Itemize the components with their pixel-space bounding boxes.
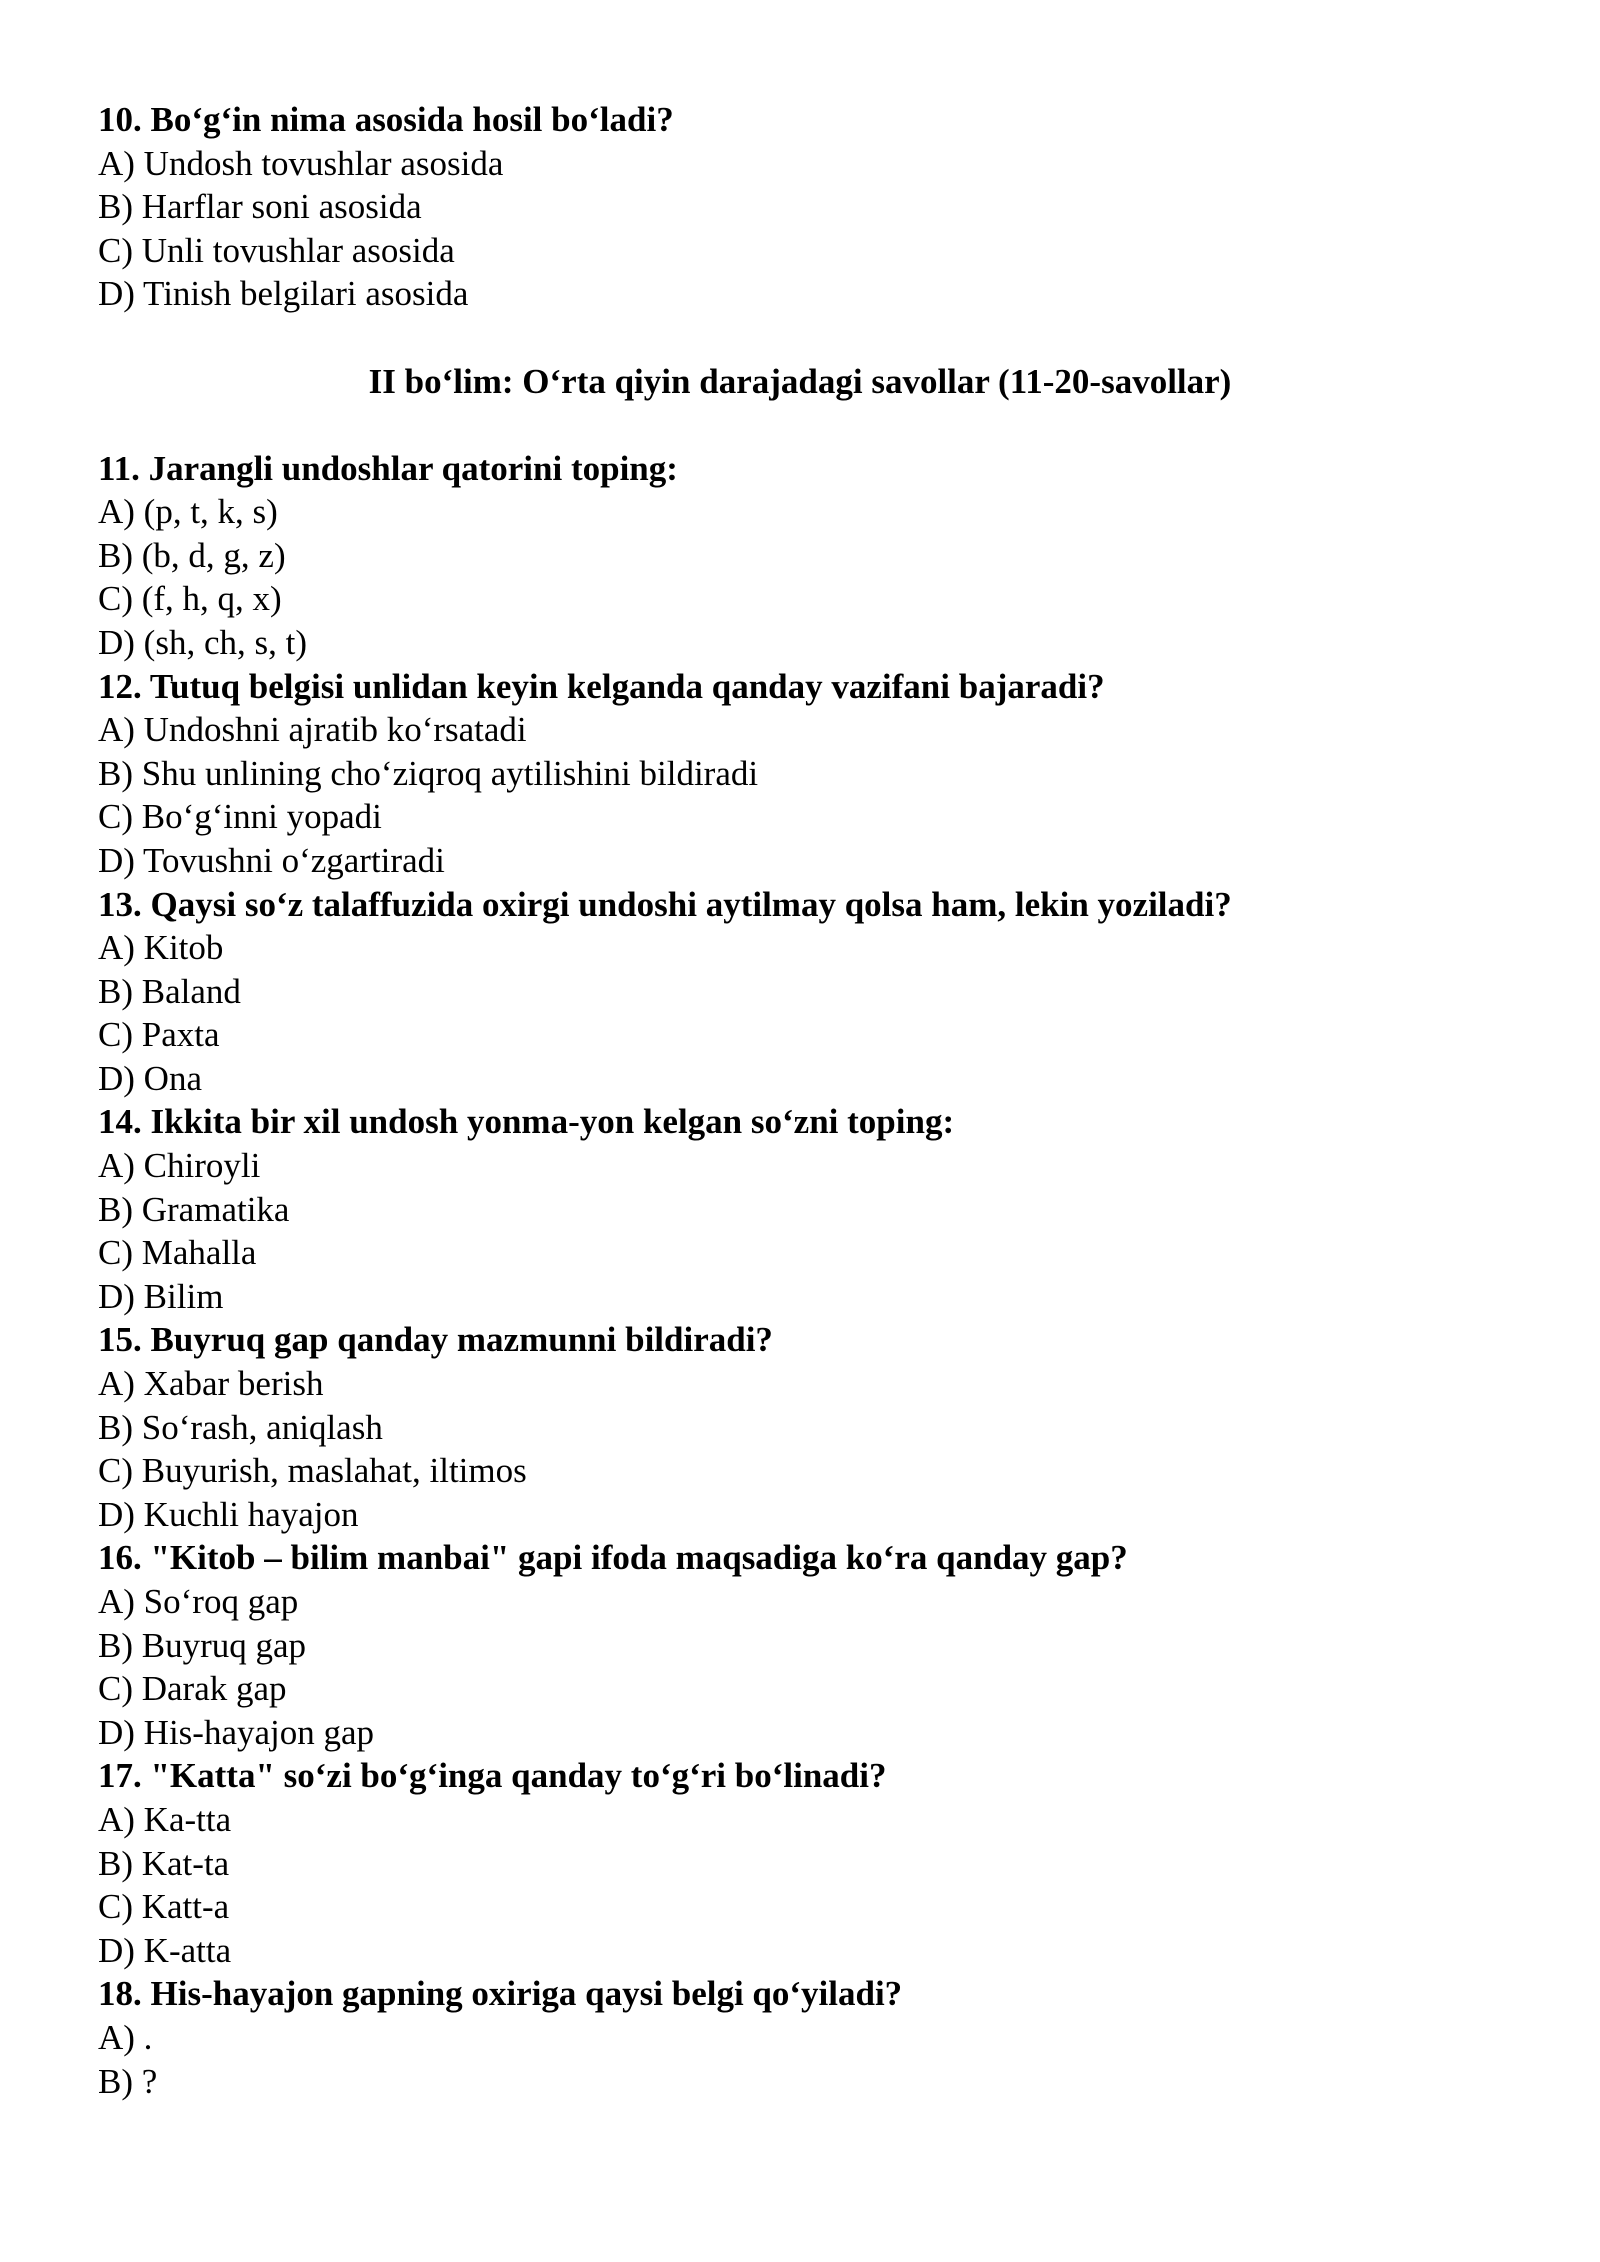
answer-option: A) Ka-tta: [98, 1799, 232, 1839]
question-block: [98, 665, 1518, 883]
answer-option: A) So‘roq gap: [98, 1582, 299, 1621]
answer-option: C) Darak gap: [98, 1669, 287, 1709]
answer-option: C) Unli tovushlar asosida: [98, 230, 455, 270]
answer-option: D) His-hayajon gap: [98, 1712, 375, 1752]
question-text: 17. "Katta" so‘zi bo‘g‘inga qanday to‘g‘ri bo‘linadi?: [98, 1756, 887, 1796]
answer-option: B) Kat-ta: [98, 1843, 230, 1883]
answer-option: A) .: [98, 2017, 153, 2057]
question-block: [98, 447, 1518, 665]
question-block: [98, 1972, 1518, 2103]
answer-option: B) Gramatika: [98, 1189, 290, 1229]
answer-option: B) (b, d, g, z): [98, 535, 286, 575]
answer-option: C) Katt-a: [98, 1887, 230, 1927]
answer-option: D) Tovushni o‘zgartiradi: [98, 840, 445, 880]
answer-option: D) Ona: [98, 1058, 202, 1098]
answer-option: C) Mahalla: [98, 1233, 257, 1273]
answer-option: B) Baland: [98, 971, 241, 1011]
answer-option: C) (f, h, q, x): [98, 579, 282, 619]
question-block: [98, 1536, 1518, 1754]
answer-option: C) Buyurish, maslahat, iltimos: [98, 1451, 527, 1491]
answer-option: A) Kitob: [98, 928, 224, 968]
answer-option: D) Bilim: [98, 1276, 224, 1316]
answer-option: B) So‘rash, aniqlash: [98, 1407, 383, 1447]
question-block: [98, 1100, 1518, 1318]
question-text: 12. Tutuq belgisi unlidan keyin kelganda qanday vazifani bajaradi?: [98, 666, 1105, 706]
answer-option: D) Tinish belgilari asosida: [98, 274, 469, 314]
question-block: [98, 1318, 1518, 1536]
answer-option: C) Paxta: [98, 1015, 220, 1055]
question-block: [98, 98, 1518, 316]
answer-option: D) Kuchli hayajon: [98, 1494, 359, 1534]
answer-option: A) Chiroyli: [98, 1146, 261, 1186]
question-text: 10. Bo‘g‘in nima asosida hosil bo‘ladi?: [98, 100, 674, 139]
question-text: 11. Jarangli undoshlar qatorini toping:: [98, 448, 678, 488]
question-text: 15. Buyruq gap qanday mazmunni bildiradi?: [98, 1320, 773, 1360]
question-text: 13. Qaysi so‘z talaffuzida oxirgi undoshi aytilmay qolsa ham, lekin yoziladi?: [98, 884, 1232, 924]
answer-option: B) Shu unlining cho‘ziqroq aytilishini bildiradi: [98, 753, 759, 793]
answer-option: D) (sh, ch, s, t): [98, 622, 307, 662]
question-text: 18. His-hayajon gapning oxiriga qaysi belgi qo‘yiladi?: [98, 1974, 903, 2014]
answer-option: B) Harflar soni asosida: [98, 187, 422, 227]
question-text: 16. "Kitob – bilim manbai" gapi ifoda maqsadiga ko‘ra qanday gap?: [98, 1538, 1128, 1578]
answer-option: A) Undosh tovushlar asosida: [98, 143, 504, 183]
answer-option: B) Buyruq gap: [98, 1625, 307, 1665]
question-block: [98, 883, 1518, 1101]
document-page: [98, 98, 1518, 2103]
answer-option: D) K-atta: [98, 1930, 232, 1970]
answer-option: A) Xabar berish: [98, 1364, 324, 1404]
section-title: II bo‘lim: O‘rta qiyin darajadagi savollar (11-20-savollar): [368, 361, 1232, 401]
answer-option: C) Bo‘g‘inni yopadi: [98, 797, 382, 837]
question-text: 14. Ikkita bir xil undosh yonma-yon kelgan so‘zni toping:: [98, 1102, 955, 1142]
question-block: [98, 1754, 1518, 1972]
answer-option: B) ?: [98, 2061, 158, 2101]
answer-option: A) (p, t, k, s): [98, 492, 278, 532]
answer-option: A) Undoshni ajratib ko‘rsatadi: [98, 710, 527, 750]
